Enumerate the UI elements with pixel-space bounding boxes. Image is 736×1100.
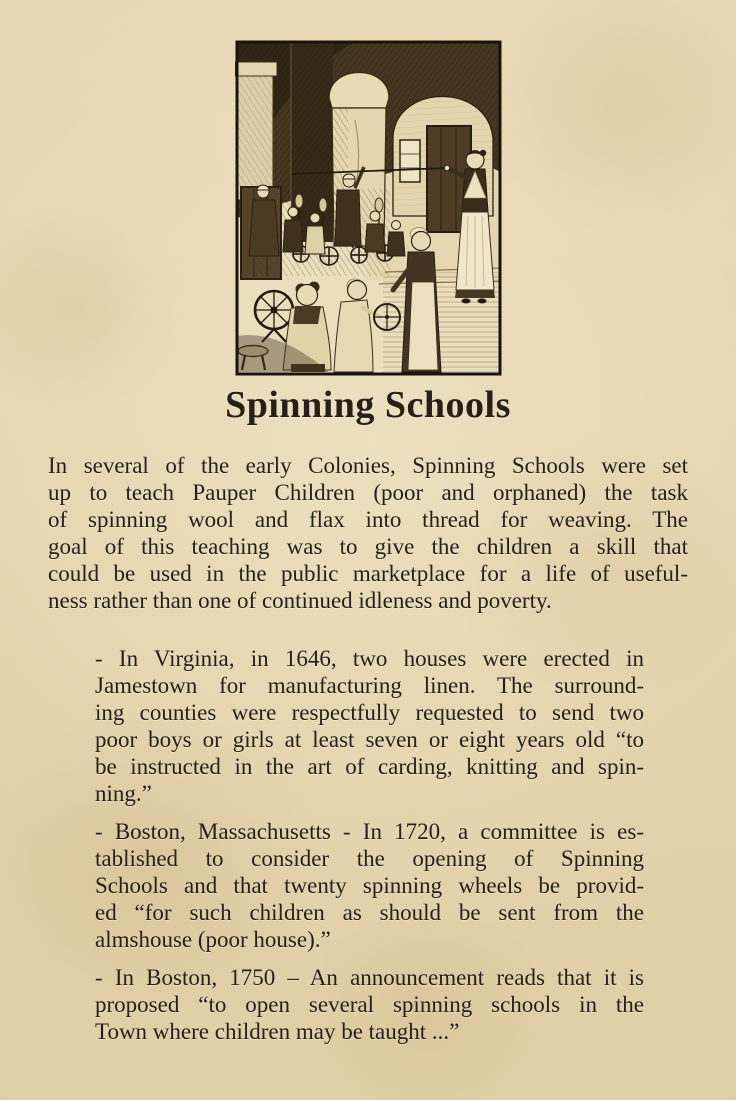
text-line: Schools and that twenty spinning wheels be provid- <box>95 873 644 898</box>
text-line: goal of this teaching was to give the children a skill that <box>48 534 688 559</box>
intro-paragraph <box>48 452 688 614</box>
page-title: Spinning Schools <box>225 384 511 426</box>
engraving-image <box>235 40 502 376</box>
text-line: Jamestown for manufacturing linen. The surround- <box>95 673 644 698</box>
text-line: poor boys or girls at least seven or eight years old “to <box>95 727 644 752</box>
text-line: tablished to consider the opening of Spinning <box>95 846 644 871</box>
text-line: could be used in the public marketplace for a life of useful- <box>48 561 688 586</box>
text-line: ning.” <box>95 781 152 806</box>
text-line: - In Boston, 1750 – An announcement reads that it is <box>95 965 644 990</box>
text-line: up to teach Pauper Children (poor and orphaned) the task <box>48 480 688 505</box>
entry-boston-1720 <box>95 818 644 953</box>
entry-virginia-1646 <box>95 645 644 807</box>
text-line: ing counties were respectfully requested to send two <box>95 700 644 725</box>
entry-boston-1750 <box>95 964 644 1045</box>
text-line: proposed “to open several spinning schools in the <box>95 992 644 1017</box>
spinning-school-engraving <box>235 0 502 376</box>
text-line: - Boston, Massachusetts - In 1720, a committee is es- <box>95 819 644 844</box>
text-line: In several of the early Colonies, Spinning Schools were set <box>48 453 688 478</box>
text-line: ed “for such children as should be sent from the <box>95 900 644 925</box>
text-line: - In Virginia, in 1646, two houses were erected in <box>95 646 644 671</box>
text-line: ness rather than one of continued idleness and poverty. <box>48 588 552 613</box>
text-line: Town where children may be taught ...” <box>95 1019 460 1044</box>
text-line: almshouse (poor house).” <box>95 927 331 952</box>
history-entries <box>95 645 644 1045</box>
text-line: of spinning wool and flax into thread for weaving. The <box>48 507 688 532</box>
text-line: be instructed in the art of carding, knitting and spin- <box>95 754 644 779</box>
